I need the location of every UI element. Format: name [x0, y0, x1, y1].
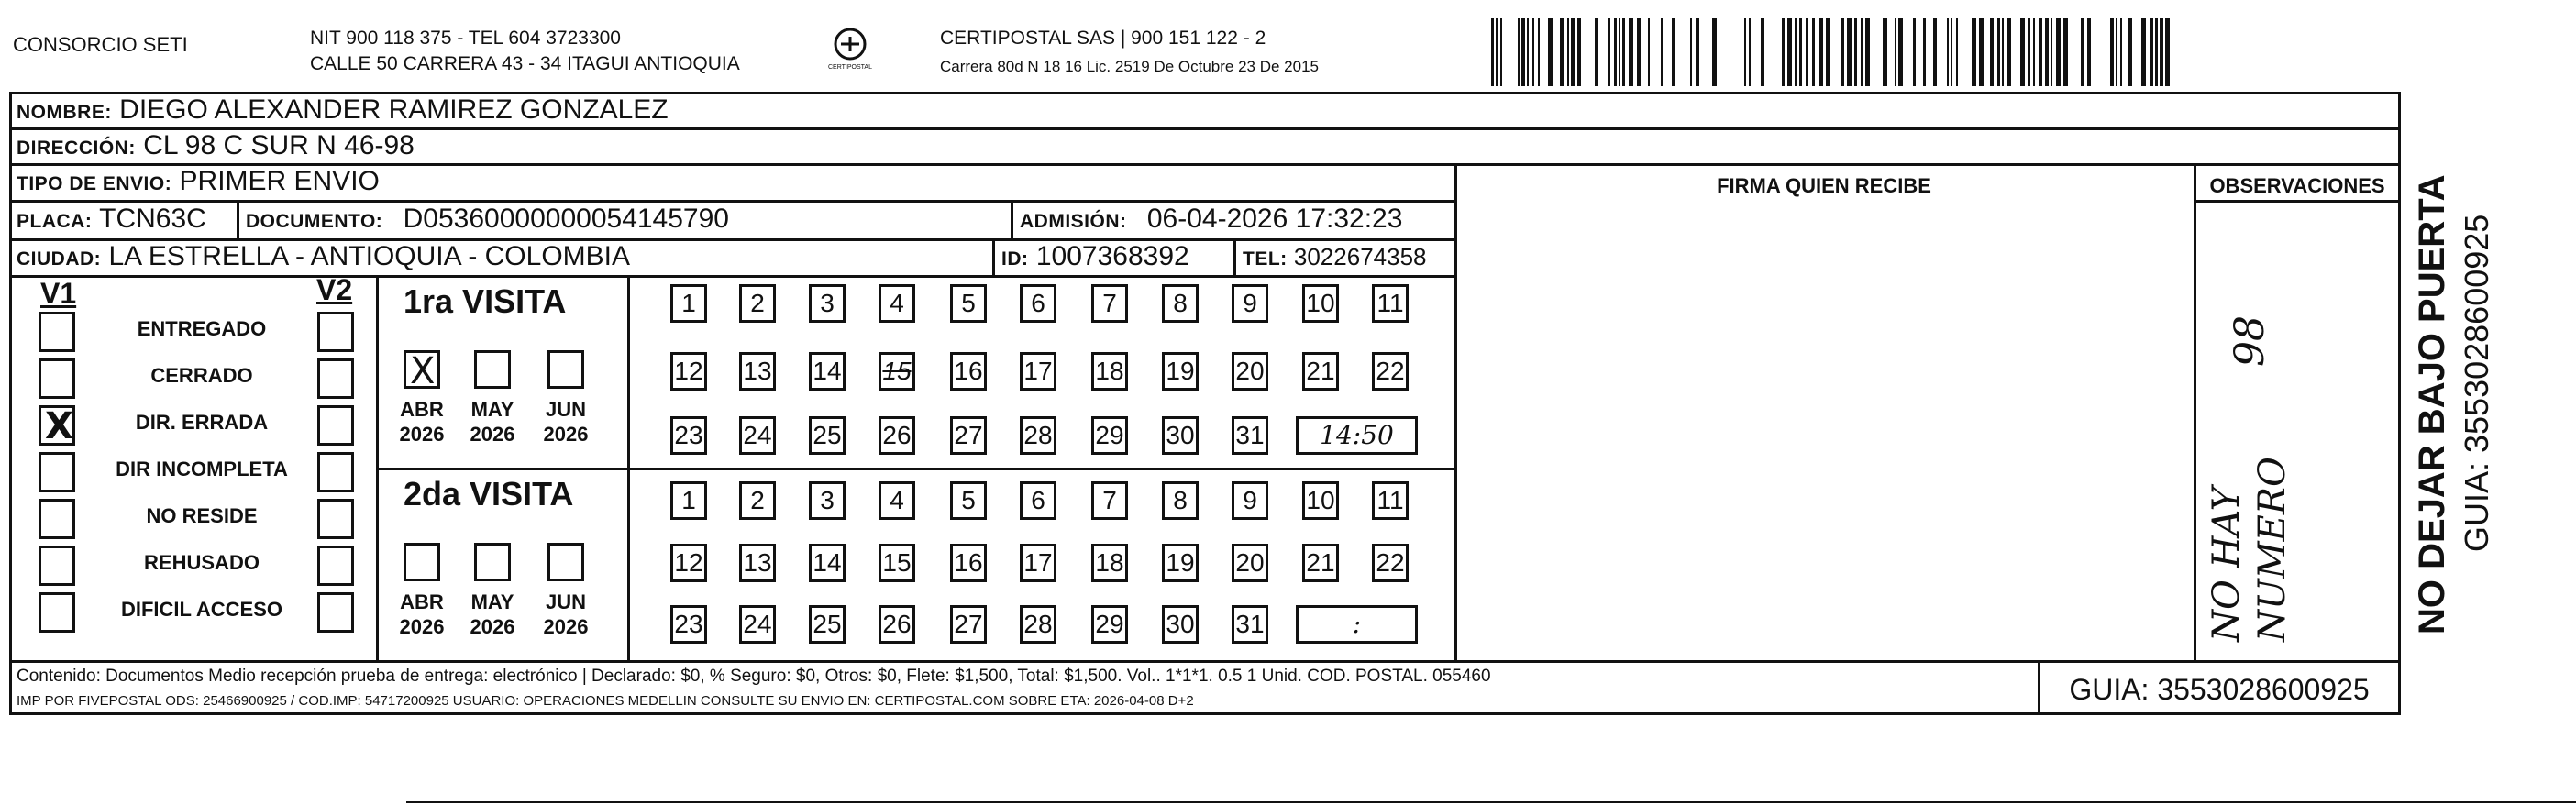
v1-checkbox[interactable]	[39, 405, 75, 446]
day-box[interactable]: 28	[1020, 605, 1056, 644]
month-checkbox[interactable]	[547, 543, 584, 581]
day-box[interactable]: 26	[879, 416, 915, 455]
v1-checkbox[interactable]	[39, 452, 75, 492]
status-label: DIFICIL ACCESO	[120, 598, 282, 621]
handwritten-numero: NUMERO	[2251, 457, 2294, 642]
handwritten-no-hay: NO HAY	[2206, 486, 2248, 642]
day-box[interactable]: 7	[1091, 481, 1128, 520]
v1-checkbox[interactable]	[39, 592, 75, 633]
year-label: 2026	[399, 615, 445, 638]
company-nit: NIT 900 118 375 - TEL 604 3723300	[310, 28, 621, 49]
day-box[interactable]: 11	[1372, 481, 1409, 520]
day-box[interactable]: 31	[1232, 416, 1268, 455]
tel-value: 3022674358	[1293, 243, 1427, 270]
day-box[interactable]: 10	[1302, 481, 1339, 520]
placa-value: TCN63C	[99, 204, 206, 234]
footer-contenido: Contenido: Documentos Medio recepción prueba de entrega: electrónico | Declarado: $0, % Seguro: $0, Otros: $0, Flete: $1,500, Total: $1,500. Vol.. 1*1*1. 0.5 1 Unid. COD. POSTAL. 055460	[17, 667, 1491, 686]
direccion-label: DIRECCIÓN:	[17, 138, 136, 159]
day-box[interactable]: 17	[1020, 352, 1056, 391]
month-checkbox[interactable]	[404, 350, 440, 392]
day-box[interactable]: 8	[1162, 481, 1199, 520]
day-box[interactable]: 5	[950, 481, 987, 520]
day-box[interactable]: 30	[1162, 605, 1199, 644]
day-box[interactable]: 27	[950, 416, 987, 455]
tipo-label: TIPO DE ENVIO:	[17, 173, 172, 194]
footer-imp: IMP POR FIVEPOSTAL ODS: 25466900925 / COD.IMP: 54717200925 USUARIO: OPERACIONES MEDELLIN CONSULTE SU ENVIO EN: CERTIPOSTAL.COM SOBRE ETA: 2026-04-08 D+2	[17, 693, 1194, 709]
v2-checkbox[interactable]	[317, 405, 354, 446]
ciudad-label: CIUDAD:	[17, 248, 102, 270]
admision-value: 06-04-2026 17:32:23	[1146, 204, 1403, 234]
day-box[interactable]: 19	[1162, 352, 1199, 391]
year-label: 2026	[543, 615, 589, 638]
day-box[interactable]: 12	[670, 544, 707, 582]
first-visit-title: 1ra VISITA	[404, 282, 567, 320]
day-box[interactable]: 13	[739, 352, 776, 391]
month-label: JUN	[545, 590, 586, 613]
status-label: NO RESIDE	[146, 504, 258, 527]
certipostal-logo	[823, 24, 878, 79]
day-box[interactable]: 4	[879, 284, 915, 323]
v2-checkbox[interactable]	[317, 499, 354, 539]
status-label: DIR. ERRADA	[135, 411, 269, 434]
year-label: 2026	[470, 423, 515, 446]
footer-guia: GUIA: 3553028600925	[2069, 673, 2370, 706]
v2-label: V2	[316, 273, 353, 306]
day-box[interactable]: 21	[1302, 352, 1339, 391]
check-mark: X	[45, 405, 73, 447]
tipo-value: PRIMER ENVIO	[179, 166, 380, 196]
day-box[interactable]: 3	[809, 284, 846, 323]
time-field[interactable]: 14:50	[1296, 416, 1418, 455]
month-checkbox[interactable]	[474, 543, 511, 581]
id-label: ID:	[1001, 248, 1029, 270]
logo-text: CERTIPOSTAL	[828, 64, 872, 71]
second-visit-title: 2da VISITA	[404, 475, 574, 513]
day-box[interactable]: 31	[1232, 605, 1268, 644]
day-box[interactable]: 27	[950, 605, 987, 644]
certipostal-info: CERTIPOSTAL SAS | 900 151 122 - 2	[940, 28, 1266, 49]
day-box[interactable]: 23	[670, 416, 707, 455]
id-value: 1007368392	[1035, 241, 1189, 271]
day-box[interactable]: 12	[670, 352, 707, 391]
status-label: REHUSADO	[144, 551, 260, 574]
day-box[interactable]: 14	[809, 352, 846, 391]
company-name: CONSORCIO SETI	[13, 33, 188, 56]
day-box[interactable]: 29	[1091, 416, 1128, 455]
v1-checkbox[interactable]	[39, 312, 75, 352]
v1-checkbox[interactable]	[39, 546, 75, 586]
ciudad-row	[17, 241, 630, 275]
nombre-label: NOMBRE:	[17, 102, 112, 123]
v1-checkbox[interactable]	[39, 358, 75, 399]
month-checkbox[interactable]	[547, 350, 584, 389]
month-checkbox[interactable]	[474, 350, 511, 389]
placa-row	[17, 204, 206, 237]
handwritten-number: 98	[2227, 315, 2273, 367]
day-box[interactable]: 22	[1372, 544, 1409, 582]
day-box[interactable]: 23	[670, 605, 707, 644]
month-label: MAY	[470, 590, 514, 613]
placa-label: PLACA:	[17, 211, 93, 232]
year-label: 2026	[470, 615, 515, 638]
month-label: ABR	[400, 398, 444, 421]
day-box[interactable]: 25	[809, 416, 846, 455]
day-box[interactable]: 3	[809, 481, 846, 520]
time-field[interactable]: :	[1296, 605, 1418, 644]
year-label: 2026	[543, 423, 589, 446]
day-box[interactable]: 18	[1091, 352, 1128, 391]
tel-row	[1243, 241, 1427, 275]
tipo-row	[17, 166, 380, 200]
month-label: MAY	[470, 398, 514, 421]
day-box[interactable]: 15	[879, 544, 915, 582]
barcode	[1491, 18, 2175, 86]
day-box[interactable]: 7	[1091, 284, 1128, 323]
day-box[interactable]: 14	[809, 544, 846, 582]
v2-checkbox[interactable]	[317, 546, 354, 586]
day-box[interactable]: 19	[1162, 544, 1199, 582]
nombre-value: DIEGO ALEXANDER RAMIREZ GONZALEZ	[119, 94, 669, 125]
day-box[interactable]: 16	[950, 352, 987, 391]
month-label: JUN	[545, 398, 586, 421]
year-label: 2026	[399, 423, 445, 446]
month-checkbox[interactable]	[404, 543, 440, 581]
documento-row	[246, 204, 729, 237]
status-label: DIR INCOMPLETA	[116, 458, 288, 480]
day-box[interactable]: 24	[739, 605, 776, 644]
day-box[interactable]: 26	[879, 605, 915, 644]
observaciones-header: OBSERVACIONES	[2209, 174, 2385, 197]
tel-label: TEL:	[1243, 248, 1288, 270]
day-box[interactable]: 8	[1162, 284, 1199, 323]
day-box[interactable]: 28	[1020, 416, 1056, 455]
day-box[interactable]: 9	[1232, 284, 1268, 323]
firma-header: FIRMA QUIEN RECIBE	[1717, 174, 1931, 197]
day-box[interactable]: 25	[809, 605, 846, 644]
day-box[interactable]: 24	[739, 416, 776, 455]
v2-checkbox[interactable]	[317, 312, 354, 352]
nombre-row	[17, 94, 669, 128]
certipostal-license: Carrera 80d N 18 16 Lic. 2519 De Octubre 23 De 2015	[940, 58, 1319, 75]
v2-checkbox[interactable]	[317, 452, 354, 492]
v2-checkbox[interactable]	[317, 358, 354, 399]
day-box[interactable]: 20	[1232, 544, 1268, 582]
day-box[interactable]: 16	[950, 544, 987, 582]
check-mark: X	[410, 350, 436, 392]
bottom-rule	[406, 801, 2576, 803]
direccion-value: CL 98 C SUR N 46-98	[143, 130, 415, 160]
ciudad-value: LA ESTRELLA - ANTIOQUIA - COLOMBIA	[108, 241, 631, 271]
day-box[interactable]: 30	[1162, 416, 1199, 455]
day-box[interactable]: 15	[879, 352, 915, 391]
direccion-row	[17, 130, 415, 164]
day-box[interactable]: 22	[1372, 352, 1409, 391]
documento-label: DOCUMENTO:	[246, 211, 383, 232]
day-box[interactable]: 17	[1020, 544, 1056, 582]
day-box[interactable]: 6	[1020, 284, 1056, 323]
day-box[interactable]: 11	[1372, 284, 1409, 323]
v1-checkbox[interactable]	[39, 499, 75, 539]
status-label: CERRADO	[150, 364, 253, 387]
side-no-dejar: NO DEJAR BAJO PUERTA	[2412, 174, 2452, 634]
side-guia: GUIA: 3553028600925	[2458, 214, 2495, 552]
day-box[interactable]: 9	[1232, 481, 1268, 520]
day-box[interactable]: 5	[950, 284, 987, 323]
v2-checkbox[interactable]	[317, 592, 354, 633]
day-box[interactable]: 1	[670, 481, 707, 520]
day-box[interactable]: 1	[670, 284, 707, 323]
company-address: CALLE 50 CARRERA 43 - 34 ITAGUI ANTIOQUIA	[310, 53, 740, 74]
day-box[interactable]: 20	[1232, 352, 1268, 391]
status-label: ENTREGADO	[137, 317, 267, 340]
v1-label: V1	[40, 277, 77, 310]
admision-row	[1020, 204, 1402, 237]
admision-label: ADMISIÓN:	[1020, 211, 1127, 232]
day-box[interactable]: 10	[1302, 284, 1339, 323]
day-box[interactable]: 4	[879, 481, 915, 520]
day-box[interactable]: 2	[739, 284, 776, 323]
day-box[interactable]: 6	[1020, 481, 1056, 520]
day-box[interactable]: 13	[739, 544, 776, 582]
id-row	[1001, 241, 1189, 275]
day-box[interactable]: 21	[1302, 544, 1339, 582]
day-box[interactable]: 18	[1091, 544, 1128, 582]
day-box[interactable]: 29	[1091, 605, 1128, 644]
day-box[interactable]: 2	[739, 481, 776, 520]
month-label: ABR	[400, 590, 444, 613]
documento-value: D05360000000054145790	[403, 204, 729, 234]
